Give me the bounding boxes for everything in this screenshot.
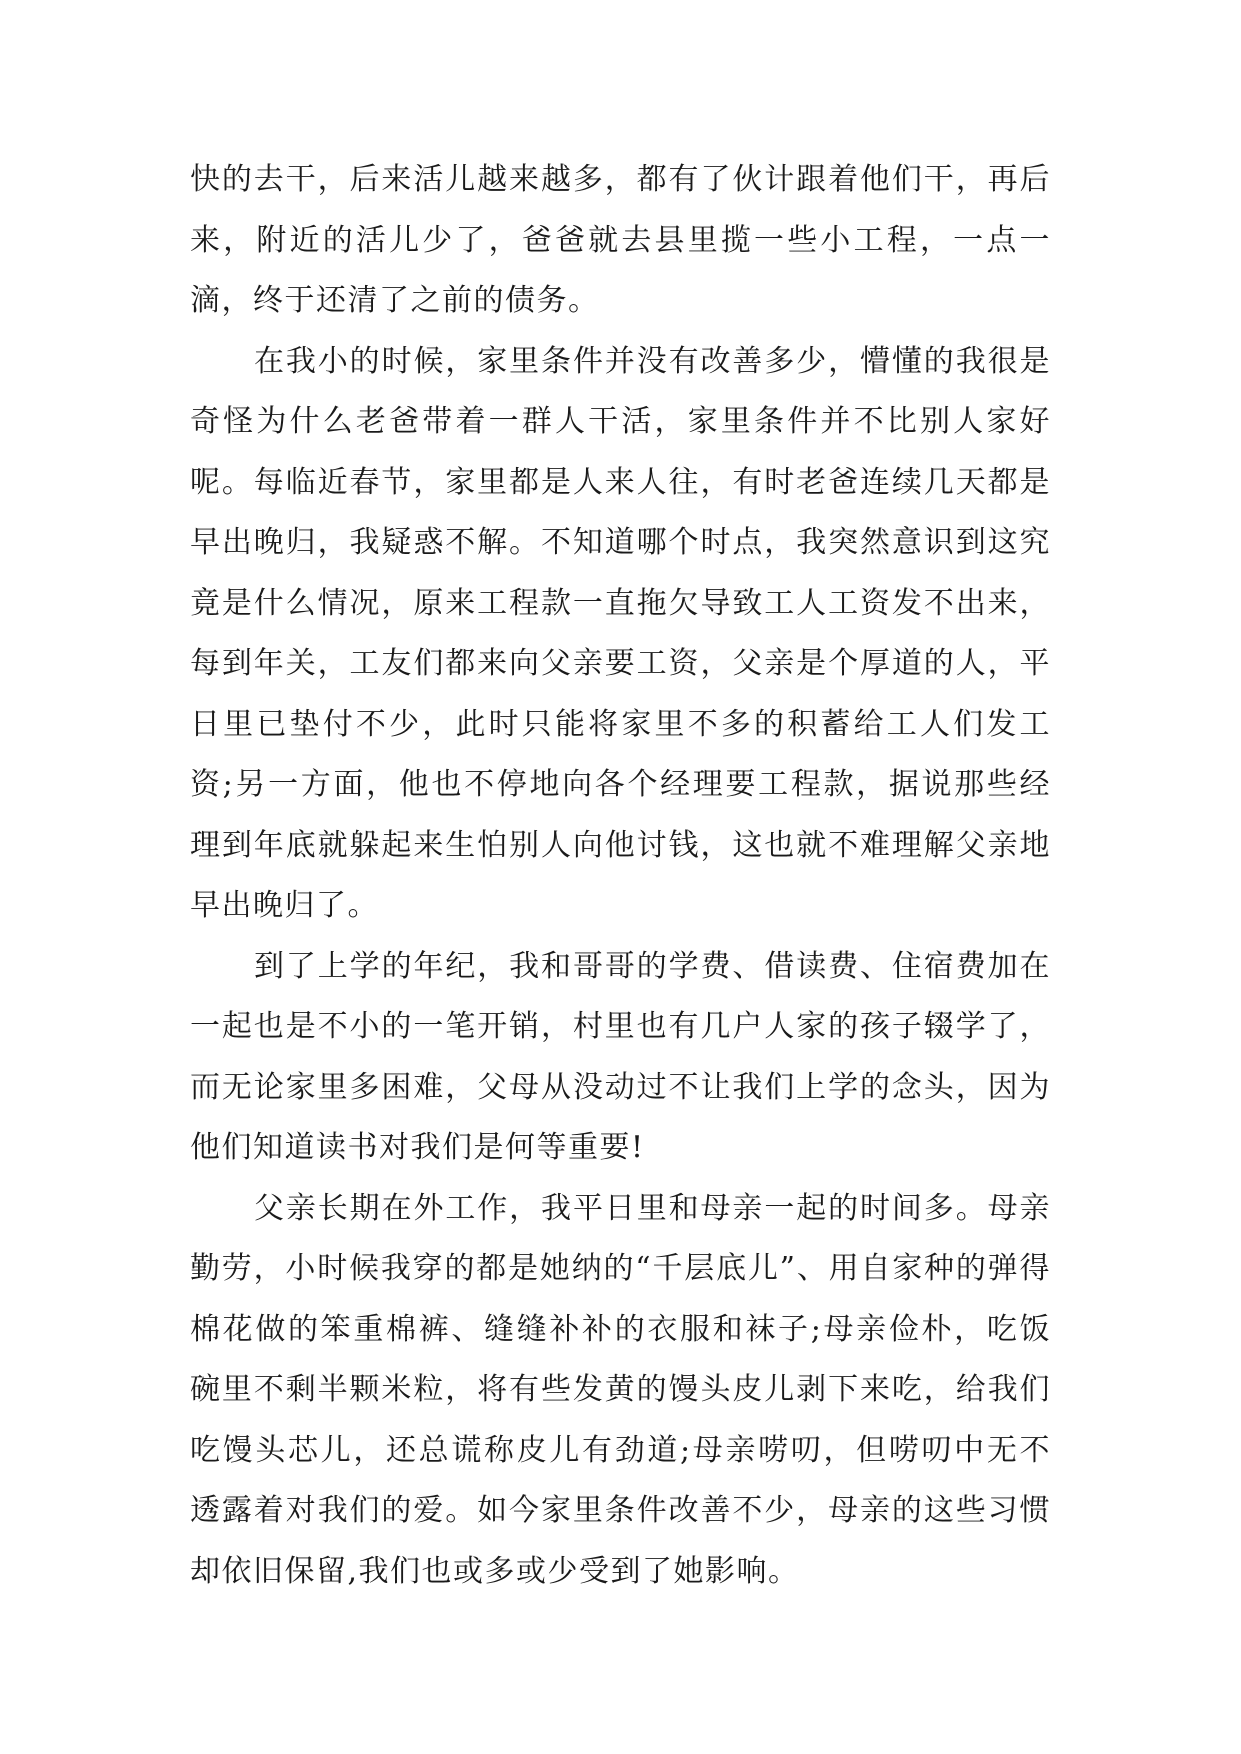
paragraph-2: 在我小的时候，家里条件并没有改善多少，懵懂的我很是奇怪为什么老爸带着一群人干活，家里条件并不比别人家好呢。每临近春节，家里都是人来人往，有时老爸连续几天都是早出晚归，我疑惑不解。不知道哪个时点，我突然意识到这究竟是什么情况，原来工程款一直拖欠导致工人工资发不出来，每到年关，工友们都来向父亲要工资，父亲是个厚道的人，平日里已垫付不少，此时只能将家里不多的积蓄给工人们发工资;另一方面，他也不停地向各个经理要工程款，据说那些经理到年底就躲起来生怕别人向他讨钱，这也就不难理解父亲地早出晚归了。 [190,343,1051,923]
document-body [190,150,1051,1602]
paragraph-3: 到了上学的年纪，我和哥哥的学费、借读费、住宿费加在一起也是不小的一笔开销，村里也有几户人家的孩子辍学了，而无论家里多困难，父母从没动过不让我们上学的念头，因为他们知道读书对我们是何等重要! [190,948,1051,1165]
paragraph-1: 快的去干，后来活儿越来越多，都有了伙计跟着他们干，再后来，附近的活儿少了，爸爸就去县里揽一些小工程，一点一滴，终于还清了之前的债务。 [190,162,1051,318]
paragraph-4: 父亲长期在外工作，我平日里和母亲一起的时间多。母亲勤劳，小时候我穿的都是她纳的“千层底儿”、用自家种的弹得棉花做的笨重棉裤、缝缝补补的衣服和袜子;母亲俭朴，吃饭碗里不剩半颗米粒，将有些发黄的馒头皮儿剥下来吃，给我们吃馒头芯儿，还总谎称皮儿有劲道;母亲唠叨，但唠叨中无不透露着对我们的爱。如今家里条件改善不少，母亲的这些习惯却依旧保留,我们也或多或少受到了她影响。 [190,1190,1051,1589]
